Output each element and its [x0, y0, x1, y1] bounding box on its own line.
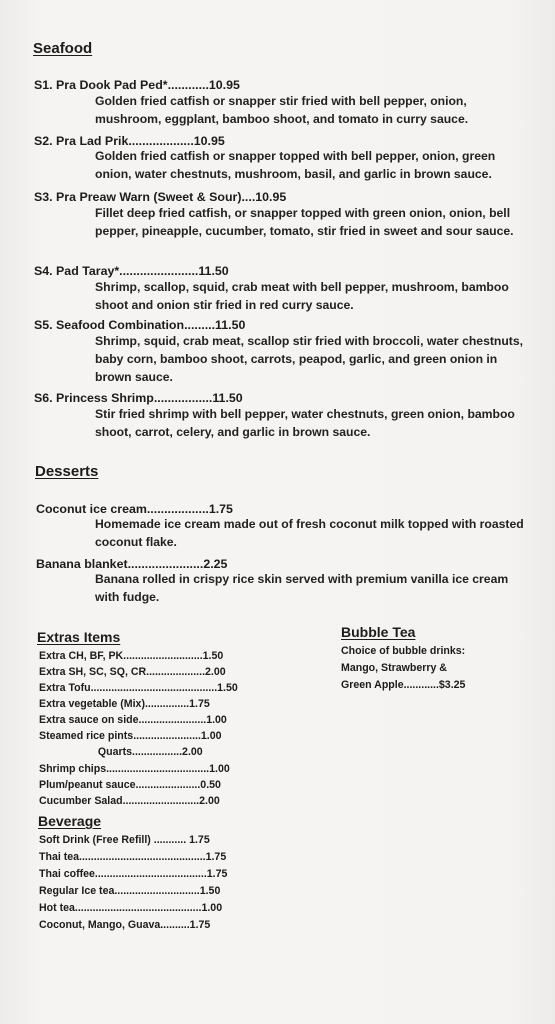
menu-item-coconut-ice-cream-desc: Homemade ice cream made out of fresh coconut milk topped with roasted coconut flake. [95, 517, 524, 549]
bubble-tea-line: Mango, Strawberry & [341, 662, 447, 674]
menu-item-s1: S1. Pra Dook Pad Ped*............10.95 [34, 78, 240, 92]
menu-item-s3-desc: Fillet deep fried catfish, or snapper topped with green onion, onion, bell pepper, pineapple, cucumber, tomato, stir fried in sweet and sour sauce. [95, 206, 514, 238]
extras-item: Extra sauce on side.......................1.00 [39, 714, 227, 726]
menu-item-s3: S3. Pra Preaw Warn (Sweet & Sour)....10.95 [34, 190, 287, 204]
menu-item-s2-desc: Golden fried catfish or snapper topped with bell pepper, onion, green onion, water chestnuts, mushroom, basil, and garlic in brown sauce. [95, 149, 496, 181]
menu-item-s5-desc: Shrimp, squid, crab meat, scallop stir fried with broccoli, water chestnuts, baby corn, bamboo shoot, carrots, peapod, garlic, and green onion in brown sauce. [95, 334, 524, 384]
menu-item-s4-desc: Shrimp, scallop, squid, crab meat with bell pepper, mushroom, bamboo shoot and onion stir fried in red curry sauce. [95, 280, 509, 312]
extras-item: Plum/peanut sauce......................0.50 [39, 779, 221, 791]
beverage-item: Regular Ice tea.............................1.50 [39, 885, 221, 897]
menu-item-s4: S4. Pad Taray*.......................11.50 [34, 264, 229, 278]
extras-item: Steamed rice pints.......................1.00 [39, 730, 222, 742]
menu-item-s5: S5. Seafood Combination.........11.50 [34, 318, 246, 332]
extras-item: Extra CH, BF, PK...........................1.50 [39, 650, 224, 662]
menu-item-s6: S6. Princess Shrimp.................11.50 [34, 391, 243, 405]
extras-heading: Extras Items [37, 629, 121, 645]
menu-item-s2: S2. Pra Lad Prik...................10.95 [34, 134, 225, 148]
extras-item: Extra Tofu...........................................1.50 [39, 682, 238, 694]
menu-item-coconut-ice-cream: Coconut ice cream..................1.75 [36, 502, 233, 516]
beverage-item: Thai coffee......................................1.75 [39, 868, 228, 880]
menu-item-s6-desc: Stir fried shrimp with bell pepper, water chestnuts, green onion, bamboo shoot, carrot, celery, and garlic in brown sauce. [95, 407, 515, 439]
menu-item-s1-desc: Golden fried catfish or snapper stir fried with bell pepper, onion, mushroom, eggplant, bamboo shoot, and tomato in curry sauce. [95, 94, 469, 126]
beverage-item: Soft Drink (Free Refill) ........... 1.75 [39, 834, 210, 846]
extras-item: Extra vegetable (Mix)...............1.75 [39, 698, 210, 710]
beverage-heading: Beverage [38, 813, 102, 829]
beverage-item: Hot tea...........................................1.00 [39, 902, 223, 914]
extras-item: Quarts.................2.00 [39, 746, 203, 758]
menu-item-banana-blanket: Banana blanket......................2.25 [36, 557, 228, 571]
bubble-tea-heading: Bubble Tea [341, 624, 416, 640]
beverage-item: Thai tea...........................................1.75 [39, 851, 227, 863]
extras-item: Extra SH, SC, SQ, CR....................2.00 [39, 666, 226, 678]
extras-item: Cucumber Salad..........................2.00 [39, 795, 220, 807]
menu-item-banana-blanket-desc: Banana rolled in crispy rice skin served with premium vanilla ice cream with fudge. [95, 572, 509, 604]
desserts-heading: Desserts [35, 463, 99, 480]
seafood-heading: Seafood [33, 40, 93, 57]
bubble-tea-line: Choice of bubble drinks: [341, 645, 466, 657]
extras-item: Shrimp chips...................................1.00 [39, 763, 230, 775]
bubble-tea-line: Green Apple............$3.25 [341, 679, 466, 691]
beverage-item: Coconut, Mango, Guava..........1.75 [39, 919, 211, 931]
